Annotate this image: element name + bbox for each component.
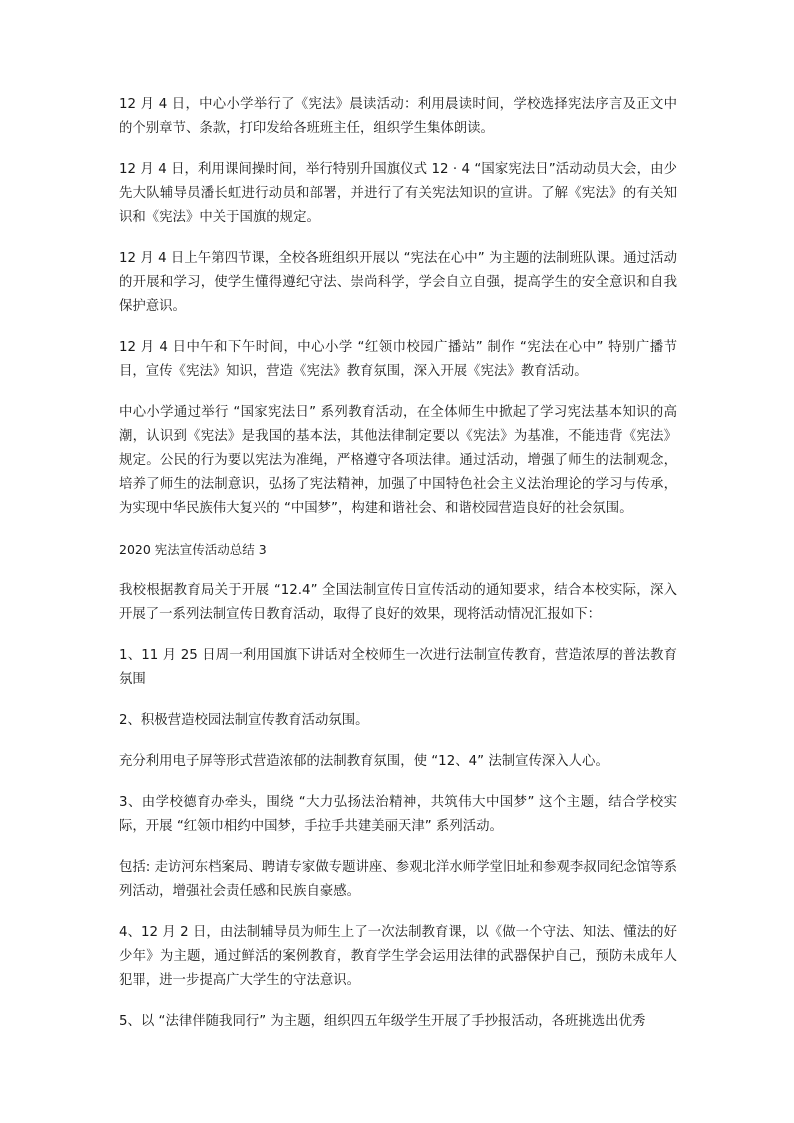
document-page xyxy=(119,93,677,1051)
list-item-3: 3、由学校德育办牵头，围绕 “大力弘扬法治精神，共筑伟大中国梦” 这个主题，结合学校实际，开展 “红领巾相约中国梦，手拉手共建美丽天津” 系列活动。 xyxy=(119,795,677,834)
list-item-4: 4、12 月 2 日，由法制辅导员为师生上了一次法制教育课，以《做一个守法、知法、懂法的好少年》为主题，通过鲜活的案例教育，教育学生学会运用法律的武器保护自己，预防未成年人犯罪，进一步提高广大学生的守法意识。 xyxy=(119,925,677,988)
list-item-5: 5、以 “法律伴随我同行” 为主题，组织四五年级学生开展了手抄报活动，各班挑选出优秀 xyxy=(119,1014,646,1029)
paragraph-radio-program: 12 月 4 日中午和下午时间，中心小学 “红领巾校园广播站” 制作 “宪法在心中” 特别广播节目，宣传《宪法》知识，营造《宪法》教育氛围，深入开展《宪法》教育活动。 xyxy=(119,340,677,379)
paragraph-flag-raising: 12 月 4 日，利用课间操时间，举行特别升国旗仪式 12 · 4 “国家宪法日”活动动员大会，由少先大队辅导员潘长虹进行动员和部署，并进行了有关宪法知识的宣讲。了解《宪法》的有关知识和《宪法》中关于国旗的规定。 xyxy=(119,162,677,225)
paragraph-summary: 中心小学通过举行 “国家宪法日” 系列教育活动，在全体师生中掀起了学习宪法基本知识的高潮，认识到《宪法》是我国的基本法，其他法律制定要以《宪法》为基准，不能违背《宪法》规定。公民的行为要以宪法为准绳，严格遵守各项法律。通过活动，增强了师生的法制观念，培养了师生的法制意识，弘扬了宪法精神，加强了中国特色社会主义法治理论的学习与传承，为实现中华民族伟大复兴的 “中国梦”，构建和谐社会、和谐校园营造良好的社会氛围。 xyxy=(119,405,677,516)
paragraph-intro: 我校根据教育局关于开展 “12.4” 全国法制宣传日宣传活动的通知要求，结合本校实际，深入开展了一系列法制宣传日教育活动，取得了良好的效果，现将活动情况汇报如下： xyxy=(119,583,677,622)
list-item-2: 2、积极营造校园法制宣传教育活动氛围。 xyxy=(119,713,369,728)
section-title: 2020 宪法宣传活动总结 3 xyxy=(119,542,267,557)
paragraph-class-meeting: 12 月 4 日上午第四节课，全校各班组织开展以 “宪法在心中” 为主题的法制班队课。通过活动的开展和学习，使学生懂得遵纪守法、崇尚科学，学会自立自强，提高学生的安全意识和自我保护意识。 xyxy=(119,251,677,314)
list-item-1: 1、11 月 25 日周一利用国旗下讲话对全校师生一次进行法制宣传教育，营造浓厚的普法教育氛围 xyxy=(119,648,677,687)
paragraph-includes: 包括: 走访河东档案局、聘请专家做专题讲座、参观北洋水师学堂旧址和参观李叔同纪念馆等系列活动，增强社会责任感和民族自豪感。 xyxy=(119,860,677,899)
paragraph-morning-reading: 12 月 4 日，中心小学举行了《宪法》晨读活动：利用晨读时间，学校选择宪法序言及正文中的个别章节、条款，打印发给各班班主任，组织学生集体朗读。 xyxy=(119,97,677,136)
paragraph-electronic-screen: 充分利用电子屏等形式营造浓郁的法制教育氛围，使 “12、4” 法制宣传深入人心。 xyxy=(119,754,609,769)
